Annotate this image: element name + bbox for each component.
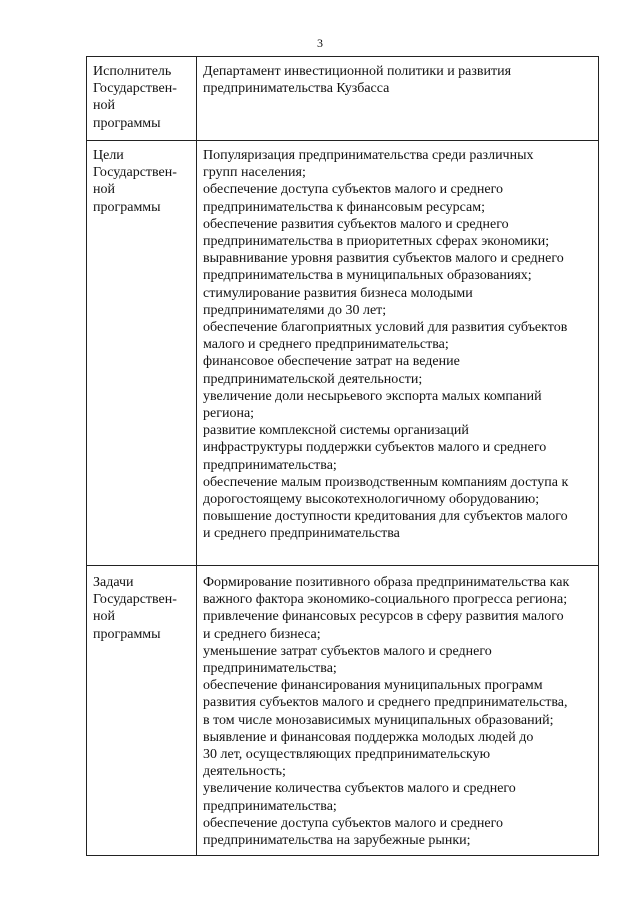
content-line: предпринимательства в муниципальных образованиях; (203, 268, 532, 284)
label-line: Государствен- (93, 81, 177, 97)
content-line: малого и среднего предпринимательства; (203, 337, 449, 353)
row-label-cell (87, 141, 197, 566)
row-label-cell (87, 57, 197, 141)
content-line: стимулирование развития бизнеса молодыми (203, 285, 473, 301)
label-line: Задачи (93, 575, 134, 590)
content-line: обеспечение малым производственным компаниям доступа к (203, 474, 569, 490)
label-line: Исполнитель (93, 64, 172, 79)
content-line: предпринимательства Кузбасса (203, 81, 390, 97)
table-row-tasks (87, 566, 599, 856)
program-passport-table (86, 56, 599, 856)
content-line: развития субъектов малого и среднего предпринимательства, (203, 695, 568, 711)
label-line: программы (93, 199, 161, 215)
label-line: программы (93, 115, 161, 131)
content-line: привлечение финансовых ресурсов в сферу развития малого (203, 609, 564, 625)
content-line: выявление и финансовая поддержка молодых людей до (203, 729, 534, 745)
content-line: 30 лет, осуществляющих предпринимательскую (203, 747, 491, 763)
row-content-cell (197, 57, 599, 141)
content-line: повышение доступности кредитования для субъектов малого (203, 509, 568, 525)
table-row-goals (87, 141, 599, 566)
content-line: обеспечение благоприятных условий для развития субъектов (203, 320, 568, 336)
content-line: Формирование позитивного образа предпринимательства как (203, 575, 570, 590)
content-line: увеличение доли несырьевого экспорта малых компаний (203, 388, 542, 404)
content-line: инфраструктуры поддержки субъектов малого и среднего (203, 440, 547, 456)
content-line: и среднего предпринимательства (203, 526, 400, 542)
content-line: предпринимательства на зарубежные рынки; (203, 833, 471, 849)
content-line: обеспечение финансирования муниципальных программ (203, 678, 543, 694)
row-content-cell (197, 141, 599, 566)
content-line: уменьшение затрат субъектов малого и среднего (203, 643, 492, 659)
content-line: и среднего бизнеса; (203, 626, 321, 642)
content-line: выравнивание уровня развития субъектов малого и среднего (203, 251, 564, 267)
content-line: предпринимательства; (203, 457, 337, 473)
content-line: региона; (203, 406, 255, 422)
content-line: дорогостоящему высокотехнологичному оборудованию; (203, 492, 540, 508)
content-line: предпринимательства; (203, 661, 337, 677)
content-line: обеспечение развития субъектов малого и среднего (203, 216, 509, 232)
page-number: 3 (317, 36, 323, 50)
content-line: групп населения; (203, 165, 306, 181)
content-line: предпринимательства к финансовым ресурсам; (203, 199, 485, 215)
label-line: Цели (93, 148, 124, 163)
table-row-executor (87, 57, 599, 141)
content-line: предпринимателями до 30 лет; (203, 302, 387, 318)
content-line: предпринимательства в приоритетных сферах экономики; (203, 234, 550, 250)
content-line: предпринимательства; (203, 798, 337, 814)
label-line: Государствен- (93, 165, 177, 181)
label-line: ной (93, 98, 115, 114)
content-line: Департамент инвестиционной политики и развития (203, 64, 512, 79)
content-line: в том числе монозависимых муниципальных образований; (203, 712, 554, 728)
label-line: ной (93, 182, 115, 198)
content-line: важного фактора экономико-социального прогресса региона; (203, 592, 568, 608)
content-line: обеспечение доступа субъектов малого и среднего (203, 815, 504, 831)
row-label-cell (87, 566, 197, 856)
content-line: деятельность; (203, 764, 286, 780)
label-line: Государствен- (93, 592, 177, 608)
content-line: обеспечение доступа субъектов малого и среднего (203, 182, 504, 198)
content-line: Популяризация предпринимательства среди различных (203, 148, 534, 163)
label-line: ной (93, 609, 115, 625)
content-line: предпринимательской деятельности; (203, 371, 423, 387)
label-line: программы (93, 626, 161, 642)
row-content-cell (197, 566, 599, 856)
content-line: финансовое обеспечение затрат на ведение (203, 354, 460, 370)
content-line: увеличение количества субъектов малого и среднего (203, 781, 516, 797)
content-line: развитие комплексной системы организаций (203, 423, 469, 439)
